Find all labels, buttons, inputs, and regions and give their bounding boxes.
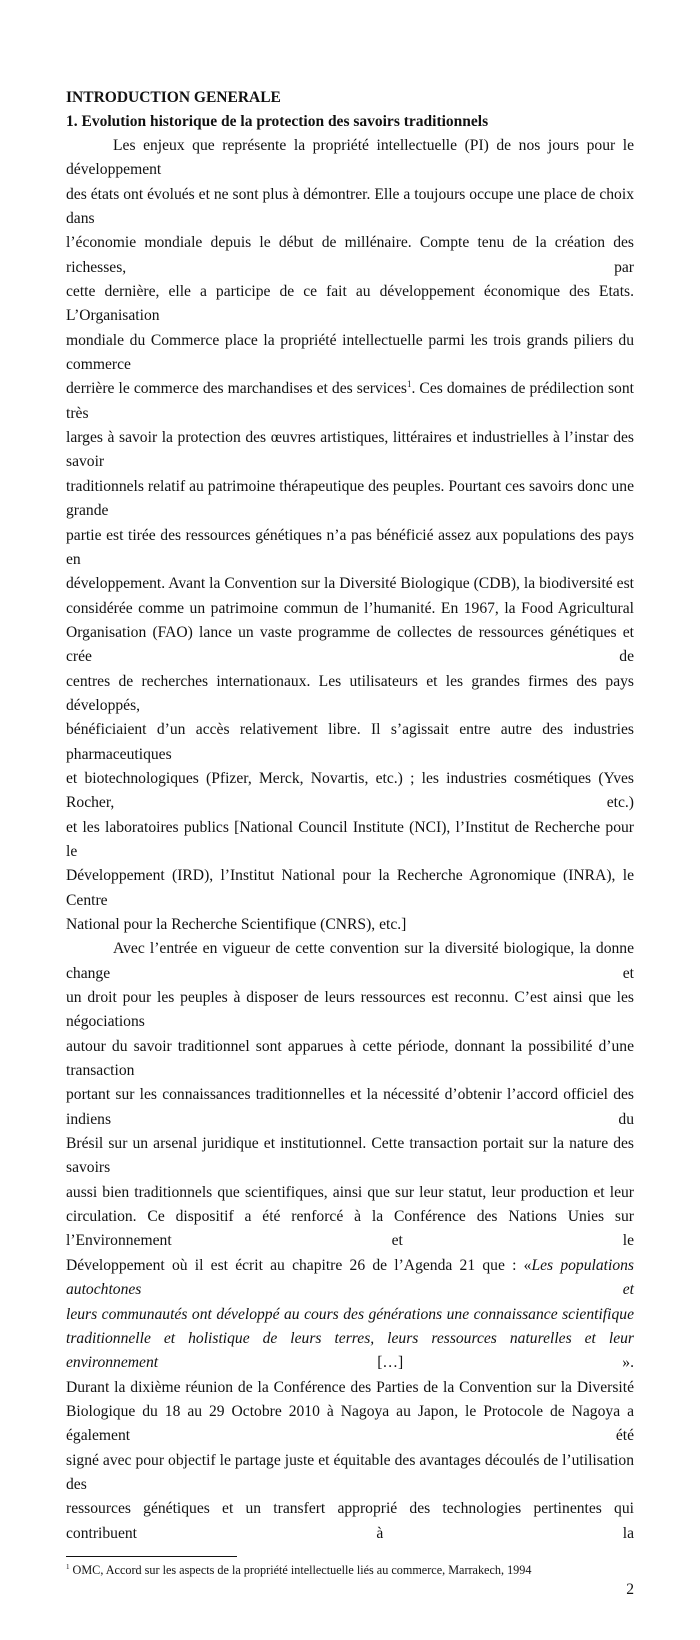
footnote (66, 1562, 634, 1578)
line-text: considérée comme un patrimoine commun de l’humanité. En 1967, la Food Agricultural (66, 599, 634, 617)
text-line (66, 524, 634, 573)
text-line (66, 1254, 634, 1303)
text-line (66, 913, 634, 937)
line-text: Développement (IRD), l’Institut National pour la Recherche Agronomique (INRA), le Centre (66, 867, 634, 909)
text-line (66, 329, 634, 378)
line-text: aussi bien traditionnels que scientifiques, ainsi que sur leur statut, leur production et leur (66, 1183, 634, 1201)
text-line (66, 1083, 634, 1132)
text-line (66, 426, 634, 475)
text-line (66, 572, 634, 596)
footnote-separator (66, 1556, 237, 1557)
line-text: signé avec pour objectif le partage juste et équitable des avantages découlés de l’utilisation des (66, 1451, 634, 1493)
text-line (66, 231, 634, 280)
text-line (66, 816, 634, 865)
footnote-text: OMC, Accord sur les aspects de la propriété intellectuelle liés au commerce, Marrakech, 1994 (69, 1562, 532, 1577)
line-text: autour du savoir traditionnel sont apparues à cette période, donnant la possibilité d’une transaction (66, 1037, 634, 1080)
line-text: Développement où il est écrit au chapitre 26 de l’Agenda 21 que : « (66, 1256, 532, 1274)
line-text: traditionnels relatif au patrimoine thérapeutique des peuples. Pourtant ces savoirs donc une grande (66, 477, 634, 520)
text-line (66, 1181, 634, 1205)
text-line (66, 1205, 634, 1254)
text-line (66, 1400, 634, 1449)
text-line (66, 183, 634, 232)
line-text: et biotechnologiques (Pfizer, Merck, Novartis, etc.) ; les industries cosmétiques (Yves Rocher, etc.) (66, 769, 634, 812)
line-text: partie est tirée des ressources génétiques n’a pas bénéficié assez aux populations des pays en (66, 526, 634, 568)
footnote-reference: 1 (406, 379, 412, 390)
line-text: et les laboratoires publics [National Council Institute (NCI), l’Institut de Recherche pour le (66, 818, 634, 860)
text-line (66, 767, 634, 816)
text-line (66, 475, 634, 524)
line-text: Avec l’entrée en vigueur de cette convention sur la diversité biologique, la donne change et (66, 940, 634, 982)
line-text: National pour la Recherche Scientifique (CNRS), etc.] (66, 916, 407, 933)
line-text: mondiale du Commerce place la propriété intellectuelle parmi les trois grands piliers du commerce (66, 331, 634, 374)
text-line (66, 621, 634, 670)
line-text: centres de recherches internationaux. Les utilisateurs et les grandes firmes des pays développés, (66, 672, 634, 714)
line-text: Brésil sur un arsenal juridique et institutionnel. Cette transaction portait sur la nature des savoirs (66, 1135, 634, 1177)
line-text: développement. Avant la Convention sur la Diversité Biologique (CDB), la biodiversité est (66, 575, 634, 593)
body-text (66, 134, 634, 1546)
line-text: larges à savoir la protection des œuvres artistiques, littéraires et industrielles à l’instar des savoir (66, 429, 634, 471)
text-line (66, 1303, 634, 1327)
text-line (66, 670, 634, 719)
text-line (66, 1497, 634, 1546)
text-line (66, 1327, 634, 1376)
footnote-number: 1 (66, 1562, 70, 1571)
text-line (66, 1449, 634, 1498)
page-number: 2 (626, 1580, 634, 1598)
line-text: derrière le commerce des marchandises et des services (66, 380, 407, 398)
line-text: circulation. Ce dispositif a été renforcé à la Conférence des Nations Unies sur l’Environnement et le (66, 1208, 634, 1250)
text-line (66, 377, 634, 426)
text-line (66, 986, 634, 1035)
line-text: Organisation (FAO) lance un vaste programme de collectes de ressources génétiques et crée de (66, 623, 634, 666)
text-line (66, 597, 634, 621)
line-text: un droit pour les peuples à disposer de leurs ressources est reconnu. C’est ainsi que les négociations (66, 989, 634, 1031)
quote-text: Les populations autochtones et (66, 1256, 634, 1299)
document-heading: INTRODUCTION GENERALE (66, 89, 281, 106)
line-text: Durant la dixième réunion de la Conférence des Parties de la Convention sur la Diversité (66, 1378, 634, 1396)
quote-text: leurs communautés ont développé au cours des générations une connaissance scientifique (66, 1305, 634, 1323)
line-text: […] ». (158, 1354, 634, 1372)
text-line (66, 718, 634, 767)
line-text: Biologique du 18 au 29 Octobre 2010 à Nagoya au Japon, le Protocole de Nagoya a également été (66, 1402, 634, 1445)
line-text: l’économie mondiale depuis le début de millénaire. Compte tenu de la création des richesses, par (66, 234, 634, 276)
line-text: cette dernière, elle a participe de ce fait au développement économique des Etats. L’Organisation (66, 283, 634, 325)
text-line (66, 280, 634, 329)
line-text: ressources génétiques et un transfert approprié des technologies pertinentes qui contribuent à la (66, 1500, 634, 1542)
section-title: 1. Evolution historique de la protection des savoirs traditionnels (66, 113, 489, 130)
line-text: des états ont évolués et ne sont plus à démontrer. Elle a toujours occupe une place de choix dans (66, 185, 634, 228)
text-line (66, 1376, 634, 1400)
text-line (66, 134, 634, 183)
quote-text: traditionnelle et holistique de leurs terres, leurs ressources naturelles et leur environnement (66, 1329, 634, 1372)
text-line (66, 1132, 634, 1181)
line-text: Les enjeux que représente la propriété intellectuelle (PI) de nos jours pour le développement (66, 137, 634, 179)
text-line (66, 937, 634, 986)
line-text: bénéficiaient d’un accès relativement libre. Il s’agissait entre autre des industries pharmaceutiques (66, 721, 634, 763)
text-line (66, 1035, 634, 1084)
line-text: portant sur les connaissances traditionnelles et la nécessité d’obtenir l’accord officiel des indiens du (66, 1086, 634, 1128)
text-line (66, 864, 634, 913)
line-text: . Ces domaines de prédilection sont très (66, 380, 634, 422)
